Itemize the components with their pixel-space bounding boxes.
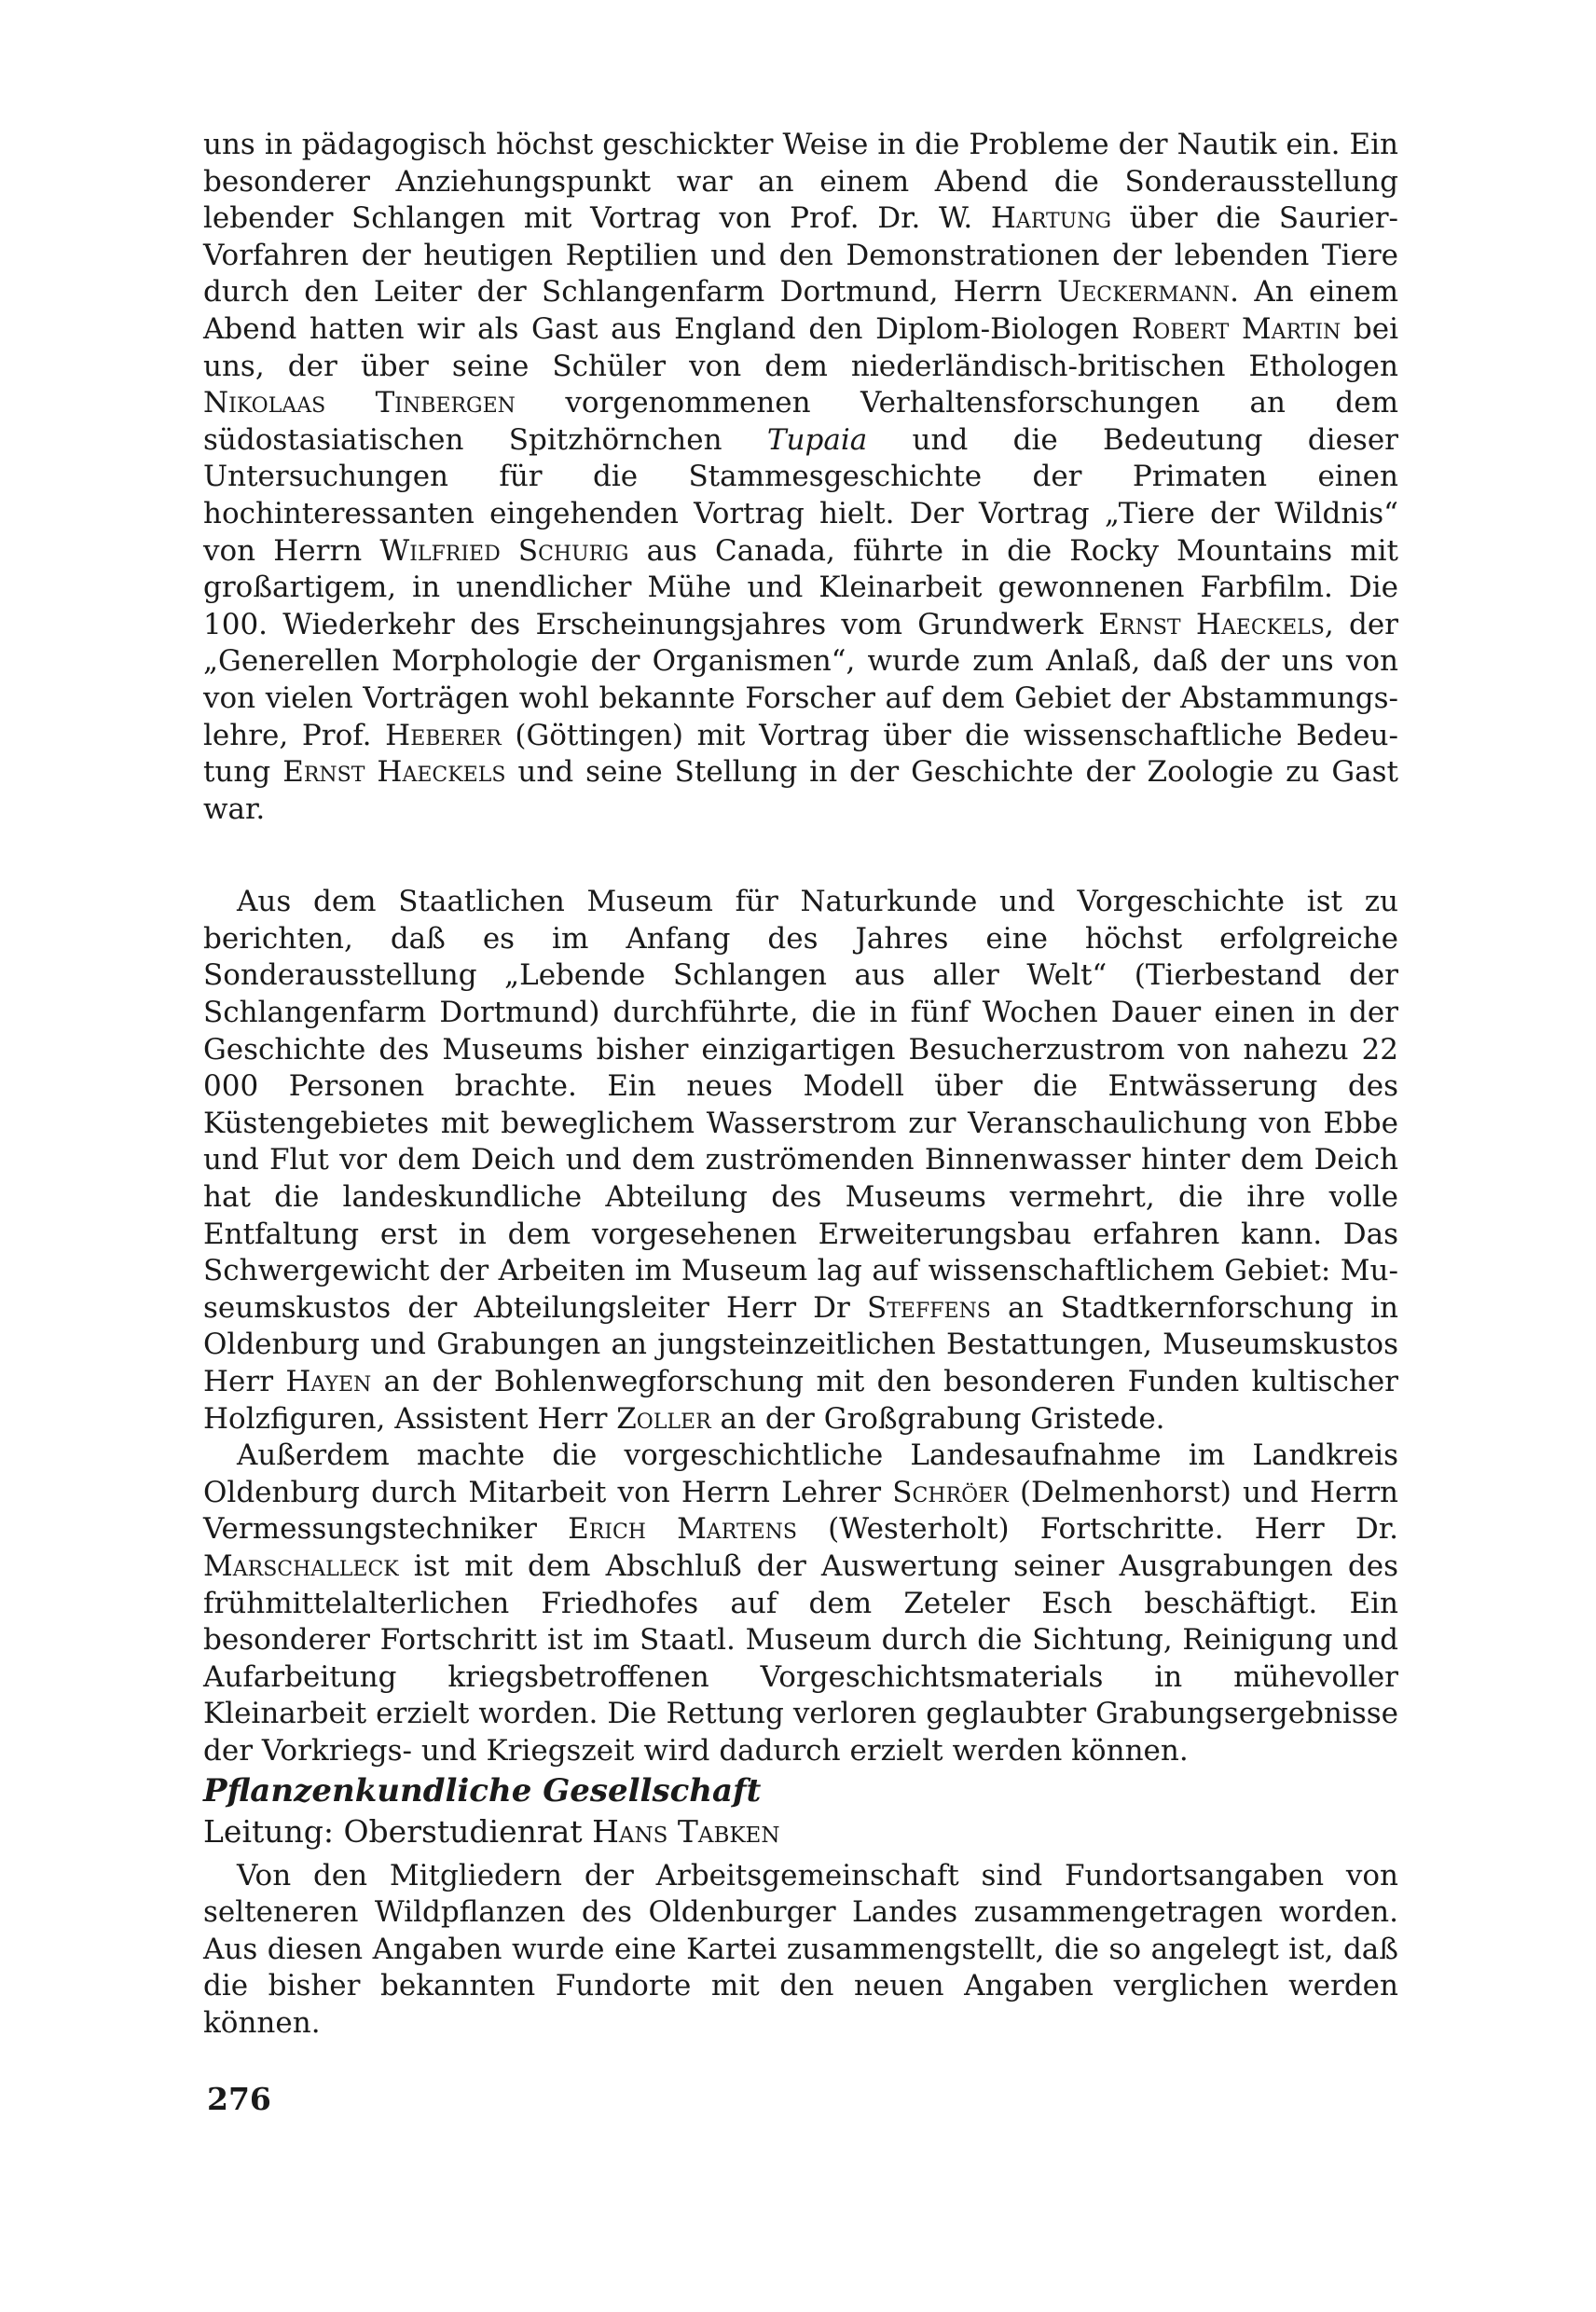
person-name-heberer: Heberer [385, 718, 502, 752]
paragraph-2 [203, 884, 1398, 1438]
page-body [203, 127, 1398, 2043]
paragraph-1-text-7: aus Canada, führte in die Rocky Mountains mit großartigem, in unendlicher Mühe und Kleinarbeit gewonnenen Farbfilm. Die 100. Wiederkehr des Erscheinungsjahres vom Grundwerk [203, 533, 1398, 641]
person-name-haeckel-1: Ernst Haeckels [1098, 607, 1325, 641]
person-name-erich-martens: Erich Martens [568, 1512, 797, 1547]
person-name-robert-martin: Robert Martin [1131, 311, 1341, 346]
paragraph-2-text-2: an Stadtkernforschung in Oldenburg und Grabungen an jungsteinzeitlichen Bestattungen, Museumskustos Herr [203, 1290, 1398, 1398]
paragraph-3-text-2: (Delmenhorst) und Herrn Vermessungstechniker [203, 1475, 1398, 1547]
paragraph-1-text-1: uns in pädagogisch höchst geschickter Weise in die Probleme der Nautik ein. Ein besonderer Anziehungspunkt war an einem Abend die Sonderausstellung lebender Schlangen mit Vortrag von Prof. Dr. W. [203, 128, 1398, 236]
section-heading: Pflanzenkundliche Gesellschaft [203, 1771, 762, 1810]
paragraph-1-text-5: vorgenommenen Verhaltensforschungen an dem südostasiatischen Spitzhörnchen [203, 386, 1398, 457]
paragraph-1-text-2: über die Saurier-Vorfahren der heutigen Reptilien und den Demonstrationen der lebenden Tiere durch den Leiter der Schlangenfarm Dortmund, Herrn [203, 201, 1398, 310]
section-subheading [203, 1811, 1398, 1852]
paragraph-2-text-4: an der Großgrabung Gristede. [710, 1401, 1165, 1436]
paragraph-2-text-1: Aus dem Staatlichen Museum für Naturkunde und Vorgeschichte ist zu berichten, daß es im Anfang des Jahres eine höchst erfolgreiche Sonderausstellung „Lebende Schlangen aus aller Welt“ (Tierbestand der Schlangenfarm Dortmund) durchführte, die in fünf Wochen Dauer einen in der Geschichte des Museums bisher einzigartigen Besucherzustrom von nahezu 22 000 Personen brachte. Ein neues Modell über die Entwässerung des Küstengebietes mit beweglichem Wasserstrom zur Veranschaulichung von Ebbe und Flut vor dem Deich und dem zuströmenden Binnenwasser hinter dem Deich hat die landeskundliche Abteilung des Museums vermehrt, die ihre volle Entfaltung erst in dem vorgesehenen Erweiterungsbau erfahren kann. Das Schwergewicht der Arbeiten im Museum lag auf wissenschaftlichem Gebiet: Museumskustos der Abteilungsleiter Herr Dr [203, 885, 1398, 1325]
paragraph-3 [203, 1438, 1398, 1769]
person-name-steffens: Steffens [866, 1290, 991, 1325]
paragraph-1 [203, 127, 1398, 828]
paragraph-3-text-4: ist mit dem Abschluß der Auswertung seiner Ausgrabungen des frühmittelalterlichen Friedhofes auf dem Zeteler Esch beschäftigt. Ein besonderer Fortschritt ist im Staatl. Museum durch die Sichtung, Reinigung und Aufarbeitung kriegsbetroffenen Vorgeschichtsmaterials in mühevoller Kleinarbeit erzielt worden. Die Rettung verloren geglaubter Grabungsergebnisse der Vorkriegs- und Kriegszeit wird dadurch erzielt werden können. [203, 1548, 1398, 1768]
person-name-zoller: Zoller [616, 1401, 711, 1436]
paragraph-3-text-3: (Westerholt) Fortschritte. Herr Dr. [797, 1512, 1399, 1547]
section-lead-text: Leitung: Oberstudienrat [203, 1812, 593, 1850]
person-name-marschalleck: Marschalleck [203, 1548, 399, 1583]
person-name-hayen: Hayen [285, 1365, 372, 1398]
person-name-hartung: Hartung [990, 201, 1112, 236]
person-name-tabken: Hans Tabken [592, 1812, 780, 1850]
paragraph-1-text-6: und die Bedeutung dieser Untersuchungen für die Stammesgeschichte der Primaten einen hochinteressanten eingehenden Vortrag hielt. Der Vortrag „Tiere der Wildnis“ von Herrn [203, 422, 1398, 568]
paragraph-1-text-3: . An einem Abend hatten wir als Gast aus England den Diplom-Biologen [203, 275, 1398, 346]
paragraph-1-text-4: bei uns, der über seine Schüler von dem niederländisch-britischen Ethologen [203, 311, 1398, 383]
paragraph-2-text-3: an der Bohlenwegforschung mit den besonderen Funden kultischer Holzfiguren, Assistent Herr [203, 1365, 1398, 1436]
person-name-ueckermann: Ueckermann [1057, 275, 1231, 310]
species-name-tupaia: Tupaia [766, 422, 868, 457]
paragraph-4-text-1: Von den Mitgliedern der Arbeitsgemeinschaft sind Fundortsangaben von selteneren Wildpflanzen des Oldenburger Landes zusammengetragen worden. Aus diesen Angaben wurde eine Kartei zusammengstellt, die so angelegt ist, daß die bisher bekannten Fundorte mit den neuen Angaben verglichen werden können. [203, 1858, 1398, 2040]
paragraph-1-text-10: und seine Stellung in der Geschichte der Zoologie zu Gast war. [203, 755, 1399, 826]
paragraph-1-text-8: , der „Generellen Morphologie der Organismen“, wurde zum Anlaß, daß der uns von von vielen Vorträgen wohl bekannte Forscher auf dem Gebiet der Abstammungslehre, Prof. [203, 607, 1398, 752]
paragraph-3-text-1: Außerdem machte die vorgeschichtliche Landesaufnahme im Landkreis Oldenburg durch Mitarbeit von Herrn Lehrer [203, 1438, 1398, 1509]
person-name-tinbergen: Nikolaas Tinbergen [203, 386, 516, 420]
person-name-schurig: Wilfried Schurig [379, 533, 629, 568]
person-name-schroeer: Schröer [892, 1475, 1009, 1509]
paragraph-1-text-9: (Göttingen) mit Vortrag über die wissenschaftliche Bedeutung [203, 718, 1398, 790]
paragraph-4 [203, 1858, 1398, 2043]
page-number: 276 [207, 2081, 271, 2117]
person-name-haeckel-2: Ernst Haeckels [282, 755, 506, 790]
